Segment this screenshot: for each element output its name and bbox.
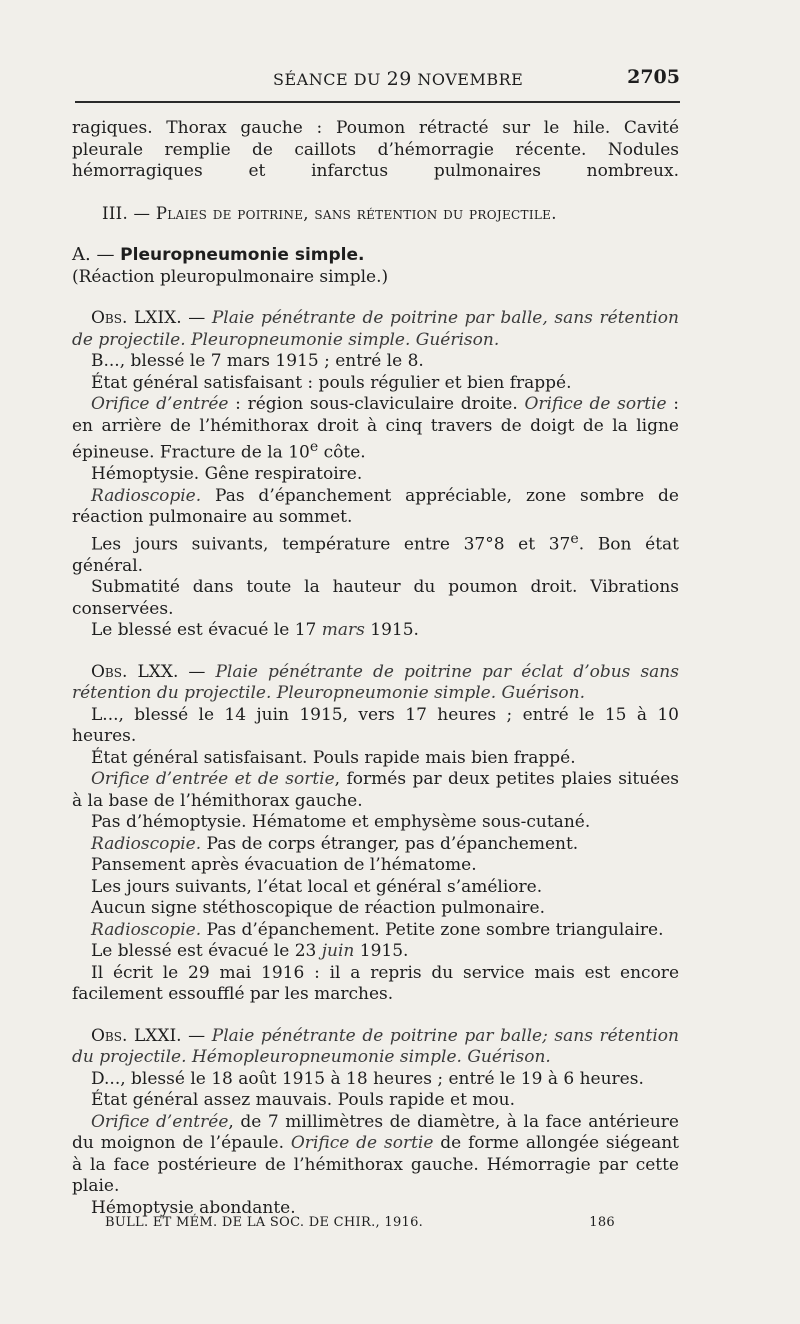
paragraph: Le blessé est évacué le 17 mars 1915. xyxy=(91,620,419,641)
paragraph: L..., blessé le 14 juin 1915, vers 17 heures ; entré le 15 à 10 heures. xyxy=(72,704,679,747)
paragraph: État général satisfaisant. Pouls rapide mais bien frappé. xyxy=(91,747,576,768)
paragraph: Aucun signe stéthoscopique de réaction pulmonaire. xyxy=(91,898,546,919)
page-number: 2705 xyxy=(627,66,680,88)
running-header xyxy=(75,64,680,88)
paragraph: État général assez mauvais. Pouls rapide et mou. xyxy=(91,1090,516,1111)
paragraph: D..., blessé le 18 août 1915 à 18 heures ; entré le 19 à 6 heures. xyxy=(91,1068,644,1089)
paragraph: Orifice d’entrée et de sortie, formés par deux petites plaies situées à la base de l’hémithorax gauche. xyxy=(72,769,679,811)
subsection-note: (Réaction pleuropulmonaire simple.) xyxy=(72,266,389,287)
subsection-heading: A. — Pleuropneumonie simple. xyxy=(72,244,365,265)
paragraph: Le blessé est évacué le 23 juin 1915. xyxy=(91,941,409,962)
paragraph: État général satisfaisant : pouls régulier et bien frappé. xyxy=(91,372,572,393)
footer xyxy=(105,1215,615,1230)
paragraph: Radioscopie. Pas d’épanchement appréciable, zone sombre de réaction pulmonaire au sommet. xyxy=(72,485,679,528)
paragraph: B..., blessé le 7 mars 1915 ; entré le 8. xyxy=(91,351,424,371)
paragraph: Il écrit le 29 mai 1916 : il a repris du service mais est encore facilement essoufflé par les marches. xyxy=(72,962,679,1005)
observation-heading: Obs. LXIX. — Plaie pénétrante de poitrine par balle, sans rétention de projectile. Pleuropneumonie simple. Guérison. xyxy=(72,308,679,350)
paragraph: Orifice d’entrée, de 7 millimètres de diamètre, à la face antérieure du moignon de l’épaule. Orifice de sortie de forme allongée siégeant à la face postérieure de l’hémithorax gauche. Hémorragie par cette plaie. xyxy=(72,1111,679,1197)
journal-reference: BULL. ET MÉM. DE LA SOC. DE CHIR., 1916. xyxy=(105,1215,424,1230)
paragraph: Submatité dans toute la hauteur du poumon droit. Vibrations conservées. xyxy=(72,577,679,619)
page-body xyxy=(72,118,679,1219)
observation-heading: Obs. LXXI. — Plaie pénétrante de poitrine par balle; sans rétention du projectile. Hémopleuropneumonie simple. Guérison. xyxy=(72,1025,679,1068)
paragraph: Pansement après évacuation de l’hématome. xyxy=(91,855,477,876)
paragraph: Radioscopie. Pas de corps étranger, pas d’épanchement. xyxy=(91,833,579,854)
paragraph: Orifice d’entrée : région sous-claviculaire droite. Orifice de sortie : en arrière de l’hémithorax droit à cinq travers de doigt de la ligne épineuse. Fracture de la 10e côte. xyxy=(72,394,679,463)
paragraph: Pas d’hémoptysie. Hématome et emphysème sous-cutané. xyxy=(91,812,591,833)
paragraph: Les jours suivants, l’état local et général s’améliore. xyxy=(91,876,543,897)
paragraph: Les jours suivants, température entre 37°8 et 37e. Bon état général. xyxy=(72,530,680,576)
header-rule xyxy=(75,101,680,103)
paragraph: Hémoptysie. Gêne respiratoire. xyxy=(91,464,363,485)
observation-heading: Obs. LXX. — Plaie pénétrante de poitrine par éclat d’obus sans rétention du projectile. Pleuropneumonie simple. Guérison. xyxy=(72,661,679,704)
sheet-number: 186 xyxy=(589,1215,615,1230)
section-heading: III. — Plaies de poitrine, sans rétention du projectile. xyxy=(102,203,557,223)
paragraph: ragiques. Thorax gauche : Poumon rétracté sur le hile. Cavité pleurale remplie de caillots d’hémorragie récente. Nodules hémorragiques et infarctus pulmonaires nombreux. xyxy=(72,118,679,181)
header-title: SÉANCE DU 29 NOVEMBRE xyxy=(273,68,524,90)
paragraph: Radioscopie. Pas d’épanchement. Petite zone sombre triangulaire. xyxy=(91,919,664,940)
paragraph: Hémoptysie abondante. xyxy=(91,1197,296,1218)
